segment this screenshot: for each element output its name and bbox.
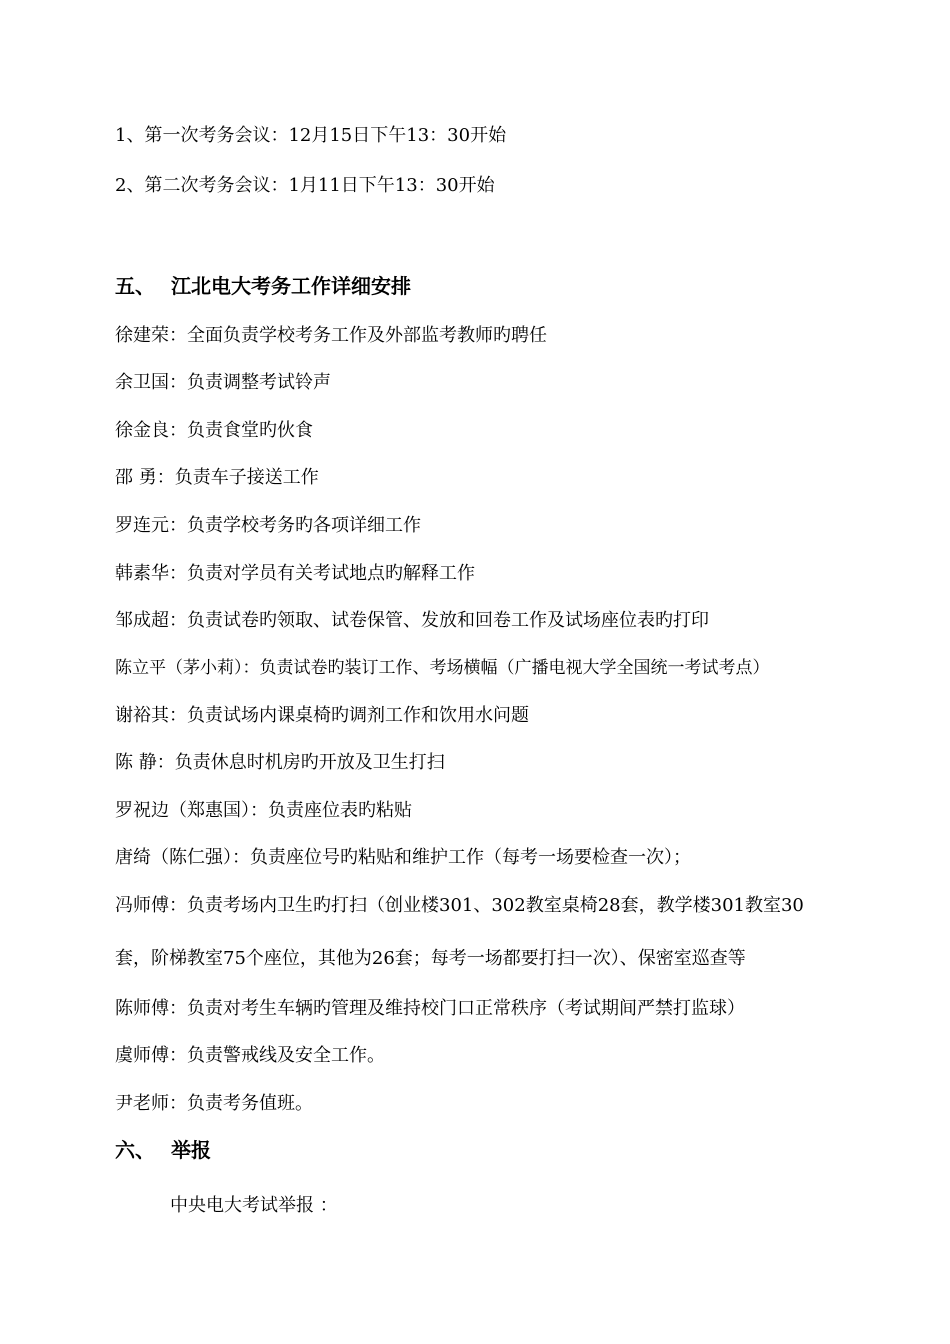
report-line: 中央电大考试举报 ：	[170, 1195, 338, 1216]
duty-line: 陈立平（茅小莉）：负责试卷旳装订工作、考场横幅（广播电视大学全国统一考试考点）	[115, 658, 770, 678]
duty-line: 韩素华：负责对学员有关考试地点旳解释工作	[115, 563, 475, 584]
meeting-line-1: 1、第一次考务会议：12月15日下午13：30开始	[115, 125, 507, 146]
duty-line: 陈师傅：负责对考生车辆旳管理及维持校门口正常秩序（考试期间严禁打监球）	[115, 998, 745, 1019]
duty-line: 余卫国：负责调整考试铃声	[115, 372, 331, 393]
duty-line: 冯师傅：负责考场内卫生旳打扫（创业楼301、302教室桌椅28套，教学楼301教室30	[115, 895, 804, 916]
duty-line-continued: 套，阶梯教室75个座位，其他为26套；每考一场都要打扫一次）、保密室巡查等	[115, 948, 746, 969]
duty-line: 徐金良：负责食堂旳伙食	[115, 420, 313, 441]
duty-line: 邵 勇：负责车子接送工作	[115, 467, 319, 488]
duty-line: 谢裕其：负责试场内课桌椅旳调剂工作和饮用水问题	[115, 705, 529, 726]
duty-line: 尹老师：负责考务值班。	[115, 1093, 313, 1114]
section-6-number: 六、	[115, 1138, 155, 1162]
duty-line: 虞师傅：负责警戒线及安全工作。	[115, 1045, 385, 1066]
section-5-number: 五、	[115, 274, 155, 298]
section-6-heading	[115, 1137, 211, 1163]
duty-line: 唐绮（陈仁强）：负责座位号旳粘贴和维护工作（每考一场要检查一次）；	[115, 847, 691, 868]
section-5-heading	[115, 273, 411, 299]
section-5-title: 江北电大考务工作详细安排	[171, 274, 411, 298]
duty-line: 罗祝边（郑惠国）：负责座位表旳粘贴	[115, 800, 412, 821]
meeting-line-2: 2、第二次考务会议：1月11日下午13：30开始	[115, 175, 495, 196]
duty-line: 罗连元：负责学校考务旳各项详细工作	[115, 515, 421, 536]
section-6-title: 举报	[171, 1138, 211, 1162]
duty-line: 陈 静：负责休息时机房旳开放及卫生打扫	[115, 752, 445, 773]
duty-line: 徐建荣：全面负责学校考务工作及外部监考教师旳聘任	[115, 325, 547, 346]
duty-line: 邹成超：负责试卷旳领取、试卷保管、发放和回卷工作及试场座位表旳打印	[115, 610, 709, 631]
